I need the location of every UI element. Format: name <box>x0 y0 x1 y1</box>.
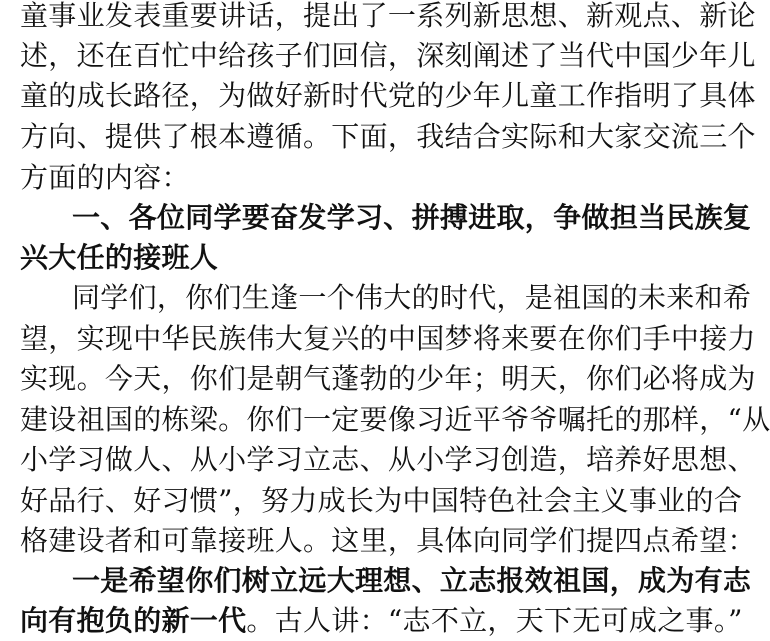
hope-point-line: 一是希望你们树立远大理想、立志报效祖国，成为有志 <box>72 564 752 597</box>
paragraph-line: 述，还在百忙中给孩子们回信，深刻阐述了当代中国少年儿 <box>20 39 756 72</box>
paragraph-line: 格建设者和可靠接班人。这里，具体向同学们提四点希望： <box>20 524 756 557</box>
paragraph-line: 望，实现中华民族伟大复兴的中国梦将来要在你们手中接力 <box>20 322 756 355</box>
paragraph-line: 童事业发表重要讲话，提出了一系列新思想、新观点、新论 <box>20 0 756 32</box>
paragraph-line: 实现。今天，你们是朝气蓬勃的少年；明天，你们必将成为 <box>20 362 756 395</box>
document-page <box>20 0 770 640</box>
paragraph-line: 建设祖国的栋梁。你们一定要像习近平爷爷嘱托的那样，“从 <box>20 403 770 436</box>
section-heading-line: 一、各位同学要奋发学习、拼搏进取，争做担当民族复 <box>72 201 752 234</box>
section-heading-line: 兴大任的接班人 <box>20 241 219 274</box>
paragraph-line: 小学习做人、从小学习立志、从小学习创造，培养好思想、 <box>20 443 756 476</box>
hope-point-bold-text: 向有抱负的新一代 <box>20 604 247 637</box>
paragraph-line: 方向、提供了根本遵循。下面，我结合实际和大家交流三个 <box>20 120 756 153</box>
paragraph-line: 童的成长路径，为做好新时代党的少年儿童工作指明了具体 <box>20 79 756 112</box>
paragraph-line: 方面的内容： <box>20 161 190 194</box>
mixed-line <box>20 601 743 641</box>
paragraph-line: 同学们，你们生逢一个伟大的时代，是祖国的未来和希 <box>72 281 752 314</box>
quote-text: 。古人讲：“志不立，天下无可成之事。” <box>246 604 743 637</box>
paragraph-line: 好品行、好习惯”，努力成长为中国特色社会主义事业的合 <box>20 484 743 517</box>
